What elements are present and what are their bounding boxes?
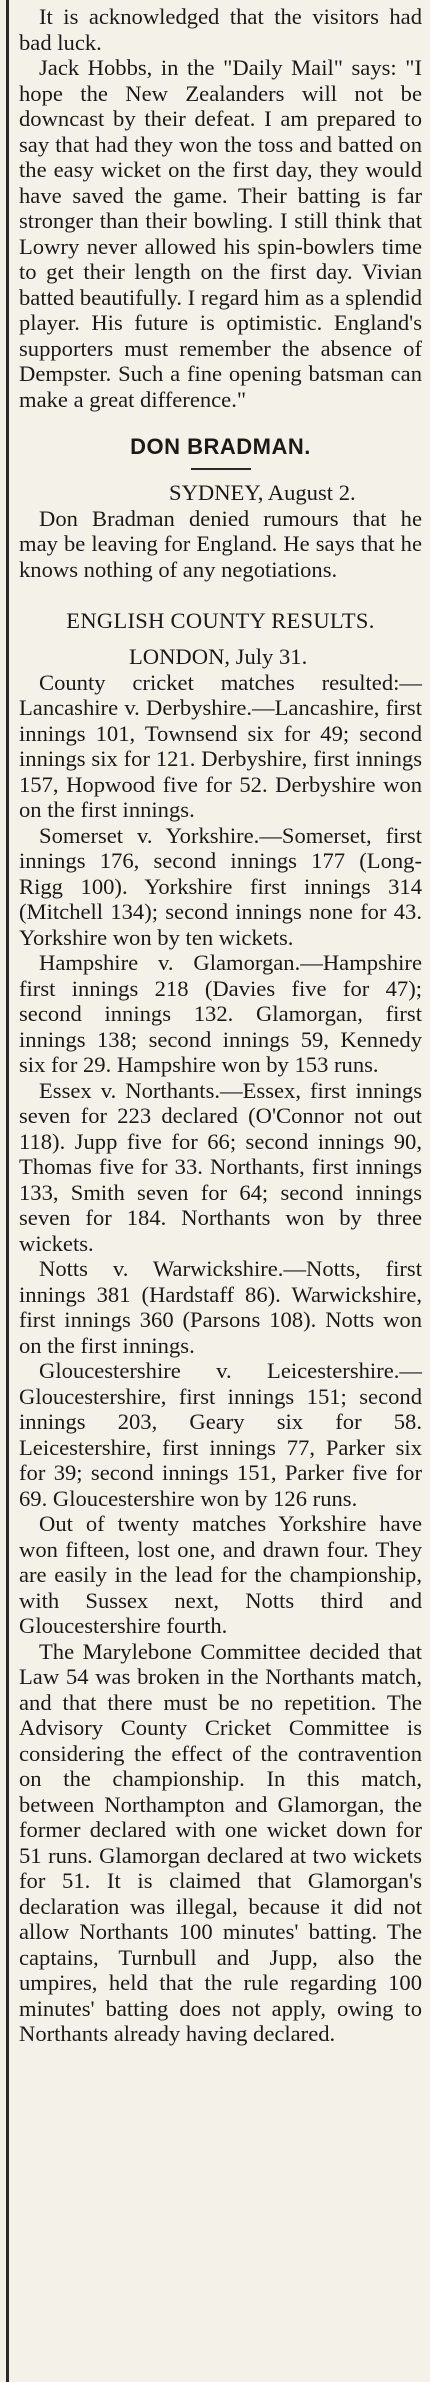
county-paragraph-hampshire: Hampshire v. Glamorgan.—Hampshire first innings 218 (Davies five for 47); second innings 132. Glamorgan, first innings 138; second innings 59, Kennedy six for 29. Hampshire won by 153 runs. [19,950,422,1077]
county-paragraph-lancashire: County cricket matches resulted:—Lancashire v. Derbyshire.—Lancashire, first innings 101, Townsend six for 49; second innings six for 121. Derbyshire, first innings 157, Hopwood five for 52. Derbyshire won on the first innings. [19,669,422,822]
county-results-heading: ENGLISH COUNTY RESULTS. [66,608,375,633]
continuation-paragraph-1: It is acknowledged that the visitors had bad luck. [19,4,422,55]
county-paragraph-mcc-ruling: The Marylebone Committee decided that Law 54 was broken in the Northants match, and that there must be no repetition. The Advisory County Cricket Committee is considering the effect of the contravention on the championship. In this match, between Northampton and Glamorgan, the former declared with one wicket down for 51 runs. Glamorgan declared at two wickets for 51. It is claimed that Glamorgan's declaration was illegal, because it did not allow Northants 100 minutes' batting. The captains, Turnbull and Jupp, also the umpires, held that the rule regarding 100 minutes' batting does not apply, owing to Northants already having declared. [19,1638,422,2046]
county-paragraph-notts: Notts v. Warwickshire.—Notts, first innings 381 (Hardstaff 86). Warwickshire, first innings 360 (Parsons 108). Notts won on the first innings. [19,1256,422,1358]
hobbs-quote-paragraph: Jack Hobbs, in the "Daily Mail" says: "I hope the New Zealanders will not be downcast by their defeat. I am prepared to say that had they won the toss and batted on the easy wicket on the first day, they would have saved the game. Their batting is far stronger than their bowling. I still think that Lowry never allowed his spin-bowlers time to get their length on the first day. Vivian batted beautifully. I regard him as a splendid player. His future is optimistic. England's supporters must remember the absence of Dempster. Such a fine opening batsman can make a great difference." [19,55,422,412]
county-paragraph-gloucestershire: Gloucestershire v. Leicestershire.—Gloucestershire, first innings 151; second innings 203, Geary six for 58. Leicestershire, first innings 77, Parker six for 39; second innings 151, Parker five for 69. Gloucestershire won by 126 runs. [19,1358,422,1511]
bradman-article [19,434,422,582]
county-paragraph-essex: Essex v. Northants.—Essex, first innings seven for 223 declared (O'Connor not out 118). Jupp five for 66; second innings 90, Thomas five for 33. Northants, first innings 133, Smith seven for 64; second innings seven for 184. Northants won by three wickets. [19,1077,422,1256]
bradman-body: Don Bradman denied rumours that he may be leaving for England. He says that he knows nothing of any negotiations. [19,505,422,582]
county-paragraph-standings: Out of twenty matches Yorkshire have won fifteen, lost one, and drawn four. They are easily in the lead for the championship, with Sussex next, Notts third and Gloucestershire fourth. [19,1511,422,1638]
sydney-dateline: SYDNEY, August 2. [169,480,356,505]
heading-rule [191,468,251,470]
newspaper-column [6,0,430,2382]
bradman-heading: DON BRADMAN. [130,434,311,459]
london-dateline: LONDON, July 31. [129,644,308,669]
article-continuation [19,4,422,412]
county-results-article [19,608,422,2047]
county-paragraph-somerset: Somerset v. Yorkshire.—Somerset, first innings 176, second innings 177 (Long-Rigg 100). Yorkshire first innings 314 (Mitchell 134); second innings none for 43. Yorkshire won by ten wickets. [19,822,422,950]
